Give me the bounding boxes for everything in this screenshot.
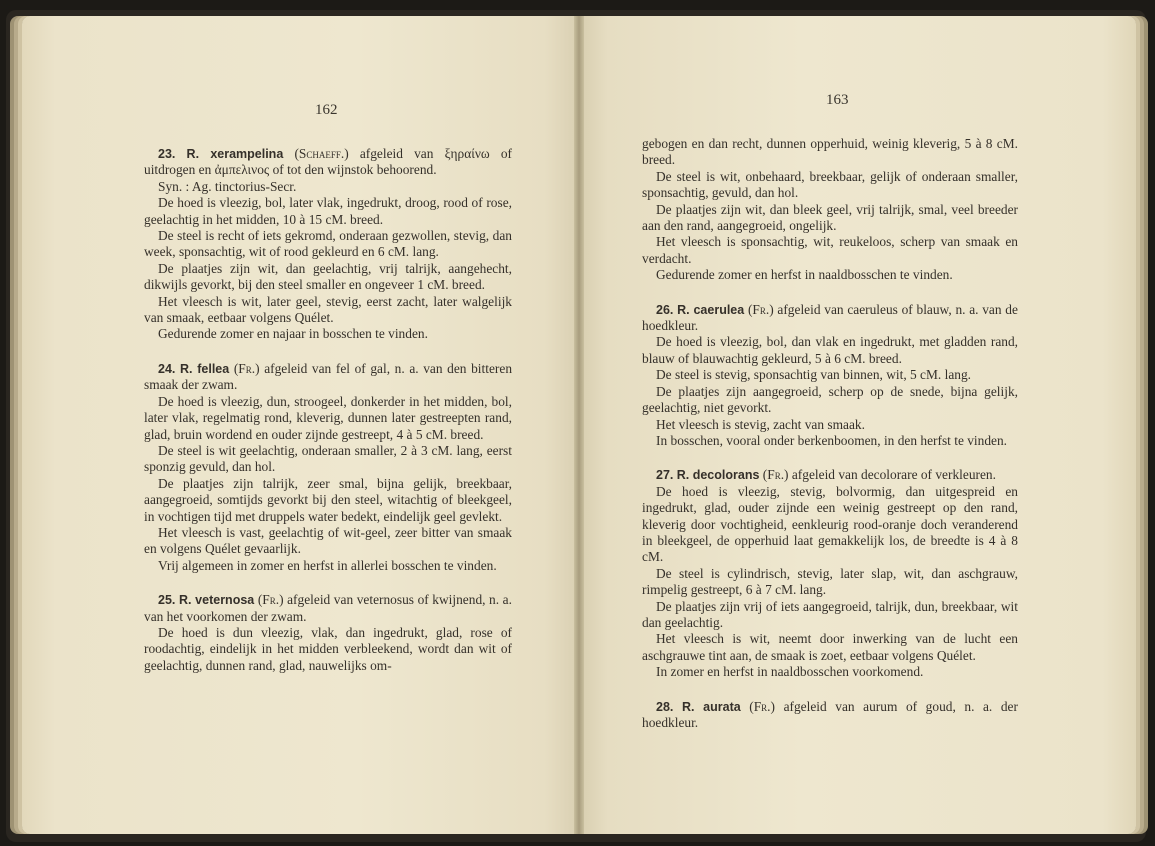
description-paragraph: De hoed is vleezig, bol, dan vlak en ingedrukt, met gladden rand, blauw of blauwachtig gekleurd, 5 à 6 cM. breed. <box>642 334 1018 366</box>
continued-paragraph: gebogen en dan recht, dunnen opperhuid, weinig kleverig, 5 à 8 cM. breed. <box>642 136 1018 168</box>
species-author: (Fr.) <box>233 360 260 376</box>
entry-number: 25. <box>158 593 176 608</box>
page-body <box>642 136 1018 731</box>
description-paragraph: Het vleesch is wit, later geel, stevig, eerst zacht, later walgelijk van smaak, eetbaar volgens Quélet. <box>144 293 512 326</box>
species-name: R. aurata <box>681 699 741 714</box>
description-paragraph: In zomer en herfst in naaldbosschen voorkomend. <box>656 664 924 680</box>
species-name: R. decolorans <box>676 468 760 483</box>
species-entry-heading <box>642 302 1018 335</box>
species-author: (Fr.) <box>747 301 774 317</box>
description-paragraph: Vrij algemeen in zomer en herfst in allerlei bosschen te vinden. <box>158 557 497 573</box>
species-entry-heading <box>642 699 1018 732</box>
species-author: (Fr.) <box>749 698 775 714</box>
entry-number: 26. <box>656 302 674 317</box>
entry-number: 27. <box>656 468 674 483</box>
description-paragraph: De steel is recht of iets gekromd, onderaan gezwollen, stevig, dan week, sponsachtig, wit of rood gekleurd en 6 cM. lang. <box>144 228 512 260</box>
species-name: R. fellea <box>180 361 230 376</box>
etymology-text: afgeleid van caeruleus of blauw, n. a. van de hoedkleur. <box>642 301 1018 334</box>
species-name: R. xerampelina <box>186 147 284 161</box>
species-name: R. caerulea <box>677 302 745 317</box>
left-page <box>22 16 578 834</box>
entry-number: 24. <box>158 361 176 376</box>
etymology-text: afgeleid van fel of gal, n. a. van den bitteren smaak der zwam. <box>144 360 513 393</box>
description-paragraph: In bosschen, vooral onder berkenboomen, in den herfst te vinden. <box>656 432 1008 448</box>
description-paragraph: De steel is stevig, sponsachtig van binnen, wit, 5 cM. lang. <box>656 367 972 383</box>
description-paragraph: Het vleesch is stevig, zacht van smaak. <box>656 416 865 432</box>
continued-paragraph: De plaatjes zijn wit, dan bleek geel, vrij talrijk, smal, veel breeder aan den rand, aangegroeid, ongelijk. <box>642 201 1018 234</box>
description-paragraph: De hoed is vleezig, stevig, bolvormig, dan uitgespreid en ingedrukt, glad, ouder zijnde een weinig gestreept op den rand, kleverig door vochtigheid, eenkleurig rood-oranje doch veranderend in bleekgeel, de opperhuid laat gemakkelijk los, de breedte is 4 à 8 cM. <box>642 483 1018 565</box>
page-number: 163 <box>826 92 849 108</box>
book-gutter <box>574 16 584 834</box>
description-paragraph: De plaatjes zijn talrijk, zeer smal, bijna gelijk, breekbaar, aangegroeid, somtijds gevorkt bij den steel, witachtig of bleekgeel, in vochtigen tijd met druppels water bedekt, eindelijk geel gevlekt. <box>144 475 512 524</box>
species-entry-heading <box>642 467 1018 483</box>
continued-paragraph: De steel is wit, onbehaard, breekbaar, gelijk of onderaan smaller, sponsachtig, gevuld, dan hol. <box>642 168 1018 201</box>
species-author: (Fr.) <box>257 592 284 608</box>
description-paragraph: De plaatjes zijn wit, dan geelachtig, vrij talrijk, aangehecht, dikwijls gevorkt, bij den steel smaller en ongeveer 1 cM. breed. <box>144 260 512 293</box>
etymology-text: afgeleid van aurum of goud, n. a. der hoedkleur. <box>642 698 1018 730</box>
etymology-text: afgeleid van decolorare of verkleuren. <box>791 467 996 483</box>
entry-number: 23. <box>158 147 176 161</box>
description-paragraph: Het vleesch is vast, geelachtig of wit-geel, zeer bitter van smaak en volgens Quélet gevaarlijk. <box>144 524 512 557</box>
page-number: 162 <box>315 102 338 118</box>
description-paragraph: De hoed is dun vleezig, vlak, dan ingedrukt, glad, rose of roodachtig, eindelijk in het midden verbleekend, wordt dan wit of geelachtig, dunnen rand, glad, nauwelijks om- <box>144 624 512 673</box>
etymology-text: afgeleid van veternosus of kwijnend, n. a. van het voorkomen der zwam. <box>144 592 512 624</box>
description-paragraph: De steel is wit geelachtig, onderaan smaller, 2 à 3 cM. lang, eerst sponzig gevuld, dan hol. <box>144 442 512 475</box>
entry-number: 28. <box>656 699 674 714</box>
description-paragraph: Syn. : Ag. tinctorius-Secr. <box>158 178 297 194</box>
continued-paragraph: Het vleesch is sponsachtig, wit, reukeloos, scherp van smaak en verdacht. <box>642 234 1018 266</box>
species-entry-heading <box>144 361 512 394</box>
description-paragraph: De hoed is vleezig, bol, later vlak, ingedrukt, droog, rood of rose, geelachtig in het midden, 10 à 15 cM. breed. <box>144 195 512 227</box>
continued-paragraph: Gedurende zomer en herfst in naaldbosschen te vinden. <box>656 267 953 283</box>
description-paragraph: Gedurende zomer en najaar in bosschen te vinden. <box>158 326 428 342</box>
description-paragraph: De hoed is vleezig, dun, stroogeel, donkerder in het midden, bol, later vlak, regelmatig rond, kleverig, dunnen later gestreepten rand, glad, bruin wordend en ouder zijnde gestreept, 4 à 5 cM. breed. <box>144 393 512 442</box>
species-entry-heading <box>144 146 512 179</box>
right-page <box>580 16 1136 834</box>
description-paragraph: De plaatjes zijn aangegroeid, scherp op de snede, bijna gelijk, geelachtig, niet gevorkt. <box>642 383 1018 416</box>
species-author: (Fr.) <box>762 467 789 483</box>
page-body <box>144 146 512 674</box>
description-paragraph: De plaatjes zijn vrij of iets aangegroeid, talrijk, dun, breekbaar, wit dan geelachtig. <box>642 598 1018 630</box>
description-paragraph: De steel is cylindrisch, stevig, later slap, wit, dan aschgrauw, rimpelig gestreept, 6 à 7 cM. lang. <box>642 565 1018 598</box>
species-entry-heading <box>144 592 512 625</box>
species-author: (Schaeff.) <box>294 146 349 161</box>
etymology-text: afgeleid van ξηραίνω of uitdrogen en ἀμπελινος of tot den wijnstok behoorend. <box>144 146 513 178</box>
description-paragraph: Het vleesch is wit, neemt door inwerking van de lucht een aschgrauwe tint aan, de smaak is zoet, eetbaar volgens Quélet. <box>642 631 1018 663</box>
species-name: R. veternosa <box>178 593 255 608</box>
